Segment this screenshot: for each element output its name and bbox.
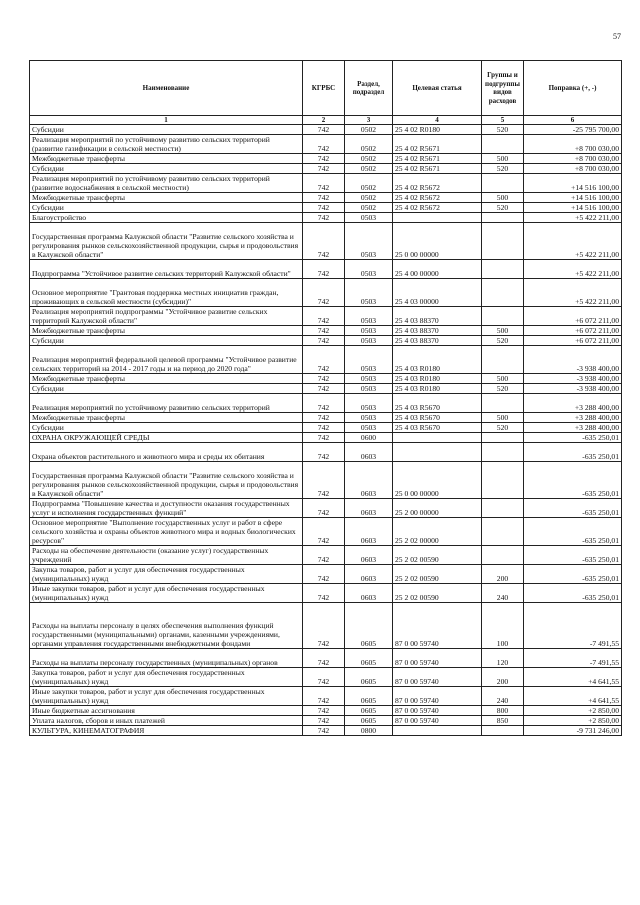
row-amount: +3 288 400,00 <box>524 394 622 413</box>
row-target: 25 4 03 R0180 <box>393 384 482 394</box>
table-row <box>30 203 622 213</box>
row-section: 0502 <box>345 164 393 174</box>
table-row <box>30 384 622 394</box>
row-section: 0502 <box>345 125 393 135</box>
row-group: 200 <box>482 668 524 687</box>
row-kgrbs: 742 <box>303 433 345 443</box>
row-group <box>482 223 524 260</box>
row-amount: +3 288 400,00 <box>524 423 622 433</box>
budget-table <box>29 60 622 736</box>
header-name: Наименование <box>30 61 303 116</box>
table-row <box>30 279 622 307</box>
row-section: 0503 <box>345 413 393 423</box>
row-amount: +5 422 211,00 <box>524 213 622 223</box>
row-target: 25 2 02 00590 <box>393 546 482 565</box>
row-kgrbs: 742 <box>303 223 345 260</box>
row-amount: +8 700 030,00 <box>524 164 622 174</box>
row-section: 0502 <box>345 135 393 154</box>
row-name: ОХРАНА ОКРУЖАЮЩЕЙ СРЕДЫ <box>30 433 303 443</box>
row-target: 25 2 02 00590 <box>393 584 482 603</box>
table-row <box>30 433 622 443</box>
row-amount: +14 516 100,00 <box>524 193 622 203</box>
table-row <box>30 326 622 336</box>
table-row <box>30 413 622 423</box>
row-section: 0603 <box>345 546 393 565</box>
row-name: Основное мероприятие "Выполнение государственных услуг и работ в сфере сельского хозяйства и охраны объектов животного мира и водных биологических ресурсов" <box>30 518 303 546</box>
row-kgrbs: 742 <box>303 687 345 706</box>
row-kgrbs: 742 <box>303 546 345 565</box>
table-row <box>30 223 622 260</box>
row-kgrbs: 742 <box>303 603 345 649</box>
row-section: 0502 <box>345 174 393 193</box>
row-amount: -7 491,55 <box>524 603 622 649</box>
row-kgrbs: 742 <box>303 518 345 546</box>
row-amount: +6 072 211,00 <box>524 307 622 326</box>
table-row <box>30 716 622 726</box>
table-row <box>30 346 622 374</box>
row-kgrbs: 742 <box>303 706 345 716</box>
row-target: 87 0 00 59740 <box>393 687 482 706</box>
row-kgrbs: 742 <box>303 443 345 462</box>
row-amount: +2 850,00 <box>524 706 622 716</box>
row-section: 0502 <box>345 193 393 203</box>
row-amount: +2 850,00 <box>524 716 622 726</box>
row-kgrbs: 742 <box>303 394 345 413</box>
row-name: Государственная программа Калужской области "Развитие сельского хозяйства и регулирования рынков сельскохозяйственной продукции, сырья и продовольствия в Калужской области" <box>30 223 303 260</box>
row-amount: -3 938 400,00 <box>524 346 622 374</box>
row-amount: -635 250,01 <box>524 443 622 462</box>
row-kgrbs: 742 <box>303 649 345 668</box>
column-number: 4 <box>393 116 482 125</box>
row-group: 520 <box>482 384 524 394</box>
table-body <box>30 125 622 736</box>
table-row <box>30 687 622 706</box>
row-name: Уплата налогов, сборов и иных платежей <box>30 716 303 726</box>
table-row <box>30 649 622 668</box>
row-kgrbs: 742 <box>303 326 345 336</box>
row-target: 25 0 00 00000 <box>393 462 482 499</box>
row-name: Реализация мероприятий по устойчивому развитию сельских территорий <box>30 394 303 413</box>
page-number: 57 <box>613 32 621 41</box>
row-amount: -3 938 400,00 <box>524 384 622 394</box>
row-kgrbs: 742 <box>303 336 345 346</box>
table-row <box>30 668 622 687</box>
row-target: 25 4 03 R5670 <box>393 423 482 433</box>
row-amount: +8 700 030,00 <box>524 135 622 154</box>
row-section: 0800 <box>345 726 393 736</box>
header-amount: Поправка (+, -) <box>524 61 622 116</box>
row-name: Реализация мероприятий по устойчивому развитию сельских территорий (развитие водоснабжения в сельской местности) <box>30 174 303 193</box>
row-kgrbs: 742 <box>303 260 345 279</box>
row-name: Подпрограмма "Повышение качества и доступности оказания государственных услуг и исполнения государственных функций" <box>30 499 303 518</box>
row-name: Расходы на обеспечение деятельности (оказание услуг) государственных учреждений <box>30 546 303 565</box>
header-group: Группы и подгруппы видов расходов <box>482 61 524 116</box>
row-group <box>482 213 524 223</box>
row-kgrbs: 742 <box>303 413 345 423</box>
row-section: 0503 <box>345 384 393 394</box>
row-name: Реализация мероприятий по устойчивому развитию сельских территорий (развитие газификации в сельской местности) <box>30 135 303 154</box>
row-name: Благоустройство <box>30 213 303 223</box>
row-section: 0605 <box>345 649 393 668</box>
column-number: 6 <box>524 116 622 125</box>
row-section: 0605 <box>345 687 393 706</box>
row-section: 0603 <box>345 584 393 603</box>
row-group <box>482 135 524 154</box>
row-section: 0603 <box>345 518 393 546</box>
row-group <box>482 174 524 193</box>
row-target: 25 4 02 R5671 <box>393 135 482 154</box>
row-section: 0605 <box>345 716 393 726</box>
column-number: 3 <box>345 116 393 125</box>
row-target: 87 0 00 59740 <box>393 668 482 687</box>
row-kgrbs: 742 <box>303 374 345 384</box>
row-group: 500 <box>482 193 524 203</box>
table-row <box>30 336 622 346</box>
table-row <box>30 584 622 603</box>
row-group <box>482 462 524 499</box>
table-row <box>30 546 622 565</box>
row-section: 0603 <box>345 462 393 499</box>
row-target: 25 4 03 00000 <box>393 279 482 307</box>
row-section: 0503 <box>345 394 393 413</box>
row-kgrbs: 742 <box>303 307 345 326</box>
row-target: 25 2 02 00000 <box>393 518 482 546</box>
row-section: 0503 <box>345 336 393 346</box>
row-group: 850 <box>482 716 524 726</box>
row-group: 520 <box>482 336 524 346</box>
row-name: Субсидии <box>30 336 303 346</box>
row-group <box>482 726 524 736</box>
row-section: 0600 <box>345 433 393 443</box>
row-amount: -9 731 246,00 <box>524 726 622 736</box>
row-target: 25 4 00 00000 <box>393 260 482 279</box>
row-target: 25 2 02 00590 <box>393 565 482 584</box>
row-name: Основное мероприятие "Грантовая поддержка местных инициатив граждан, проживающих в сельской местности (субсидии)" <box>30 279 303 307</box>
row-amount: -635 250,01 <box>524 462 622 499</box>
row-name: Расходы на выплаты персоналу в целях обеспечения выполнения функций государственными (муниципальными) органами, казенными учреждениями, органами управления государственными внебюджетными фондами <box>30 603 303 649</box>
table-row <box>30 443 622 462</box>
row-target: 25 4 03 R0180 <box>393 346 482 374</box>
header-section: Раздел, подраздел <box>345 61 393 116</box>
row-kgrbs: 742 <box>303 499 345 518</box>
table-row <box>30 706 622 716</box>
row-group <box>482 433 524 443</box>
row-name: Государственная программа Калужской области "Развитие сельского хозяйства и регулирования рынков сельскохозяйственной продукции, сырья и продовольствия в Калужской области" <box>30 462 303 499</box>
row-amount: +4 641,55 <box>524 668 622 687</box>
row-target: 25 4 03 R0180 <box>393 374 482 384</box>
row-amount: -3 938 400,00 <box>524 374 622 384</box>
row-kgrbs: 742 <box>303 716 345 726</box>
row-section: 0503 <box>345 307 393 326</box>
row-target: 25 4 02 R5671 <box>393 154 482 164</box>
row-amount: -635 250,01 <box>524 584 622 603</box>
row-group: 520 <box>482 203 524 213</box>
table-row <box>30 565 622 584</box>
row-name: Иные бюджетные ассигнования <box>30 706 303 716</box>
row-target: 25 4 03 88370 <box>393 326 482 336</box>
row-section: 0503 <box>345 260 393 279</box>
row-name: Субсидии <box>30 384 303 394</box>
row-section: 0603 <box>345 565 393 584</box>
row-name: Субсидии <box>30 203 303 213</box>
row-section: 0503 <box>345 213 393 223</box>
row-section: 0503 <box>345 326 393 336</box>
row-group <box>482 518 524 546</box>
row-section: 0503 <box>345 423 393 433</box>
row-kgrbs: 742 <box>303 279 345 307</box>
row-amount: +8 700 030,00 <box>524 154 622 164</box>
table-row <box>30 154 622 164</box>
row-name: Субсидии <box>30 125 303 135</box>
row-group: 500 <box>482 326 524 336</box>
table-row <box>30 423 622 433</box>
row-group: 500 <box>482 413 524 423</box>
row-name: КУЛЬТУРА, КИНЕМАТОГРАФИЯ <box>30 726 303 736</box>
row-kgrbs: 742 <box>303 213 345 223</box>
row-name: Межбюджетные трансферты <box>30 326 303 336</box>
row-section: 0605 <box>345 603 393 649</box>
row-kgrbs: 742 <box>303 565 345 584</box>
row-name: Расходы на выплаты персоналу государственных (муниципальных) органов <box>30 649 303 668</box>
row-amount: +6 072 211,00 <box>524 336 622 346</box>
row-group <box>482 279 524 307</box>
row-name: Закупка товаров, работ и услуг для обеспечения государственных (муниципальных) нужд <box>30 565 303 584</box>
row-amount: +14 516 100,00 <box>524 203 622 213</box>
row-target: 87 0 00 59740 <box>393 716 482 726</box>
row-target: 25 4 03 R5670 <box>393 413 482 423</box>
column-number: 2 <box>303 116 345 125</box>
row-name: Иные закупки товаров, работ и услуг для обеспечения государственных (муниципальных) нужд <box>30 584 303 603</box>
table-row <box>30 174 622 193</box>
table-row <box>30 213 622 223</box>
row-group: 500 <box>482 374 524 384</box>
row-kgrbs: 742 <box>303 135 345 154</box>
row-target: 25 4 02 R5671 <box>393 164 482 174</box>
row-amount: -25 795 700,00 <box>524 125 622 135</box>
row-amount: +3 288 400,00 <box>524 413 622 423</box>
row-kgrbs: 742 <box>303 726 345 736</box>
row-group: 240 <box>482 584 524 603</box>
table-row <box>30 193 622 203</box>
header-target: Целевая статья <box>393 61 482 116</box>
row-section: 0502 <box>345 154 393 164</box>
column-number-row <box>30 116 622 125</box>
row-kgrbs: 742 <box>303 384 345 394</box>
row-group <box>482 394 524 413</box>
row-amount: -635 250,01 <box>524 433 622 443</box>
row-section: 0605 <box>345 706 393 716</box>
row-target <box>393 726 482 736</box>
row-target: 25 4 03 88370 <box>393 307 482 326</box>
row-section: 0503 <box>345 374 393 384</box>
row-target: 25 4 02 R5672 <box>393 193 482 203</box>
row-group: 520 <box>482 125 524 135</box>
row-kgrbs: 742 <box>303 193 345 203</box>
row-amount: +5 422 211,00 <box>524 260 622 279</box>
row-amount: +5 422 211,00 <box>524 279 622 307</box>
row-group <box>482 443 524 462</box>
row-target: 25 4 03 88370 <box>393 336 482 346</box>
row-group: 520 <box>482 423 524 433</box>
header-kgrbs: КГРБС <box>303 61 345 116</box>
row-target: 25 4 03 R5670 <box>393 394 482 413</box>
row-name: Субсидии <box>30 423 303 433</box>
row-kgrbs: 742 <box>303 174 345 193</box>
row-group: 520 <box>482 164 524 174</box>
row-target: 25 0 00 00000 <box>393 223 482 260</box>
row-section: 0605 <box>345 668 393 687</box>
row-group <box>482 346 524 374</box>
table-row <box>30 374 622 384</box>
row-target: 87 0 00 59740 <box>393 603 482 649</box>
row-name: Подпрограмма "Устойчивое развитие сельских территорий Калужской области" <box>30 260 303 279</box>
table-row <box>30 726 622 736</box>
row-name: Межбюджетные трансферты <box>30 193 303 203</box>
row-name: Межбюджетные трансферты <box>30 154 303 164</box>
row-group <box>482 307 524 326</box>
row-group <box>482 260 524 279</box>
table-row <box>30 518 622 546</box>
table-header-row <box>30 61 622 116</box>
row-target: 87 0 00 59740 <box>393 706 482 716</box>
row-section: 0503 <box>345 279 393 307</box>
row-target: 25 4 02 R5672 <box>393 174 482 193</box>
row-kgrbs: 742 <box>303 154 345 164</box>
row-kgrbs: 742 <box>303 668 345 687</box>
row-amount: -635 250,01 <box>524 499 622 518</box>
row-kgrbs: 742 <box>303 423 345 433</box>
row-section: 0603 <box>345 443 393 462</box>
row-group: 120 <box>482 649 524 668</box>
row-name: Закупка товаров, работ и услуг для обеспечения государственных (муниципальных) нужд <box>30 668 303 687</box>
row-kgrbs: 742 <box>303 346 345 374</box>
row-section: 0503 <box>345 223 393 260</box>
table-row <box>30 260 622 279</box>
row-amount: +14 516 100,00 <box>524 174 622 193</box>
row-amount: +5 422 211,00 <box>524 223 622 260</box>
row-section: 0603 <box>345 499 393 518</box>
row-kgrbs: 742 <box>303 584 345 603</box>
table-row <box>30 125 622 135</box>
column-number: 5 <box>482 116 524 125</box>
table-row <box>30 499 622 518</box>
row-target: 25 4 02 R5672 <box>393 203 482 213</box>
table-row <box>30 462 622 499</box>
table-row <box>30 307 622 326</box>
table-row <box>30 164 622 174</box>
row-section: 0503 <box>345 346 393 374</box>
row-target: 87 0 00 59740 <box>393 649 482 668</box>
row-group <box>482 546 524 565</box>
row-kgrbs: 742 <box>303 203 345 213</box>
row-name: Реализация мероприятий федеральной целевой программы "Устойчивое развитие сельских территорий на 2014 - 2017 годы и на период до 2020 года" <box>30 346 303 374</box>
row-target <box>393 213 482 223</box>
row-group: 500 <box>482 154 524 164</box>
row-kgrbs: 742 <box>303 462 345 499</box>
row-name: Межбюджетные трансферты <box>30 413 303 423</box>
row-group: 240 <box>482 687 524 706</box>
row-name: Субсидии <box>30 164 303 174</box>
row-amount: +6 072 211,00 <box>524 326 622 336</box>
table-row <box>30 603 622 649</box>
row-group: 100 <box>482 603 524 649</box>
row-group: 200 <box>482 565 524 584</box>
row-amount: -635 250,01 <box>524 518 622 546</box>
row-name: Межбюджетные трансферты <box>30 374 303 384</box>
row-amount: +4 641,55 <box>524 687 622 706</box>
row-amount: -635 250,01 <box>524 565 622 584</box>
row-amount: -7 491,55 <box>524 649 622 668</box>
row-target <box>393 433 482 443</box>
table-row <box>30 394 622 413</box>
row-group <box>482 499 524 518</box>
table-row <box>30 135 622 154</box>
row-amount: -635 250,01 <box>524 546 622 565</box>
row-target: 25 2 00 00000 <box>393 499 482 518</box>
row-target <box>393 443 482 462</box>
row-target: 25 4 02 R0180 <box>393 125 482 135</box>
row-name: Иные закупки товаров, работ и услуг для обеспечения государственных (муниципальных) нужд <box>30 687 303 706</box>
row-name: Реализация мероприятий подпрограммы "Устойчивое развитие сельских территорий Калужской области" <box>30 307 303 326</box>
row-group: 800 <box>482 706 524 716</box>
row-kgrbs: 742 <box>303 164 345 174</box>
row-section: 0502 <box>345 203 393 213</box>
row-name: Охрана объектов растительного и животного мира и среды их обитания <box>30 443 303 462</box>
row-kgrbs: 742 <box>303 125 345 135</box>
column-number: 1 <box>30 116 303 125</box>
